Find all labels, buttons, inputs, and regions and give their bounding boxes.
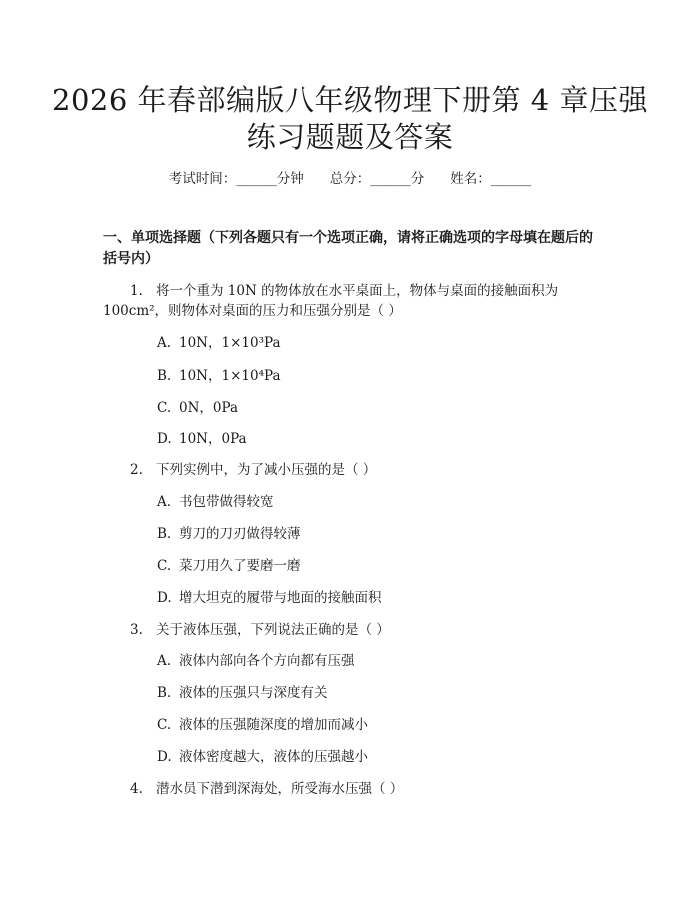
question-text: 将一个重为 10N 的物体放在水平桌面上，物体与桌面的接触面积为 — [156, 283, 559, 299]
question-3-line1 — [130, 620, 390, 640]
question-4-line1 — [130, 779, 403, 799]
document-title-line2: 练习题题及答案 — [246, 120, 454, 154]
option-text: 液体密度越大，液体的压强越小 — [179, 749, 368, 765]
question-1-option-a — [157, 333, 281, 353]
question-3-option-a — [157, 651, 355, 671]
option-letter: A. — [157, 335, 172, 351]
option-text: 书包带做得较宽 — [179, 494, 274, 510]
question-1-line2: 100cm²，则物体对桌面的压力和压强分别是（ ） — [103, 303, 402, 319]
question-number: 4. — [130, 781, 143, 797]
option-text: 液体内部向各个方向都有压强 — [179, 653, 355, 669]
option-letter: D. — [157, 431, 172, 447]
option-text: 0N，0Pa — [179, 400, 239, 416]
question-number: 3. — [130, 622, 143, 638]
section-heading-line2: 括号内） — [103, 251, 159, 267]
question-1-option-d — [157, 429, 247, 449]
question-text: 潜水员下潜到深海处，所受海水压强（ ） — [156, 781, 404, 797]
question-2-option-d — [157, 588, 382, 608]
option-text: 增大坦克的履带与地面的接触面积 — [179, 590, 382, 606]
option-text: 10N，1×10³Pa — [179, 335, 281, 351]
name-blank: ______ — [490, 171, 532, 187]
time-blank: ______ — [236, 171, 277, 187]
section-heading — [103, 228, 603, 270]
option-text: 菜刀用久了要磨一磨 — [179, 558, 301, 574]
question-2-option-a — [157, 492, 274, 512]
option-text: 10N，0Pa — [179, 431, 247, 447]
option-letter: D. — [157, 590, 172, 606]
time-label: 考试时间： — [168, 171, 237, 187]
option-letter: A. — [157, 494, 172, 510]
question-2-option-b — [157, 524, 301, 544]
question-1-line1 — [130, 281, 558, 301]
score-label: 总分： — [329, 171, 371, 187]
option-text: 剪刀的刀刃做得较薄 — [179, 526, 301, 542]
document-title-line1: 2026 年春部编版八年级物理下册第 4 章压强 — [52, 83, 648, 117]
exam-info — [0, 169, 700, 189]
option-letter: B. — [157, 685, 172, 701]
name-label: 姓名： — [450, 171, 491, 187]
question-1-option-b — [157, 366, 281, 386]
option-letter: C. — [157, 558, 172, 574]
question-number: 2. — [130, 462, 143, 478]
section-heading-line1: 一、单项选择题（下列各题只有一个选项正确，请将正确选项的字母填在题后的 — [103, 230, 593, 246]
option-letter: B. — [157, 368, 172, 384]
question-3-option-c — [157, 715, 368, 735]
option-letter: B. — [157, 526, 172, 542]
time-unit: 分钟 — [276, 171, 304, 187]
option-letter: C. — [157, 717, 172, 733]
question-2-option-c — [157, 556, 301, 576]
option-letter: A. — [157, 653, 172, 669]
option-letter: C. — [157, 400, 172, 416]
question-3-option-b — [157, 683, 328, 703]
question-3-option-d — [157, 747, 368, 767]
question-1-option-c — [157, 398, 238, 418]
option-letter: D. — [157, 749, 172, 765]
score-unit: 分 — [410, 171, 425, 187]
score-blank: ______ — [370, 171, 411, 187]
question-text: 下列实例中，为了减小压强的是（ ） — [156, 462, 377, 478]
question-text: 关于液体压强，下列说法正确的是（ ） — [156, 622, 390, 638]
option-text: 液体的压强只与深度有关 — [179, 685, 328, 701]
question-number: 1. — [130, 283, 143, 299]
option-text: 液体的压强随深度的增加而减小 — [179, 717, 368, 733]
question-2-line1 — [130, 460, 376, 480]
option-text: 10N，1×10⁴Pa — [179, 368, 281, 384]
